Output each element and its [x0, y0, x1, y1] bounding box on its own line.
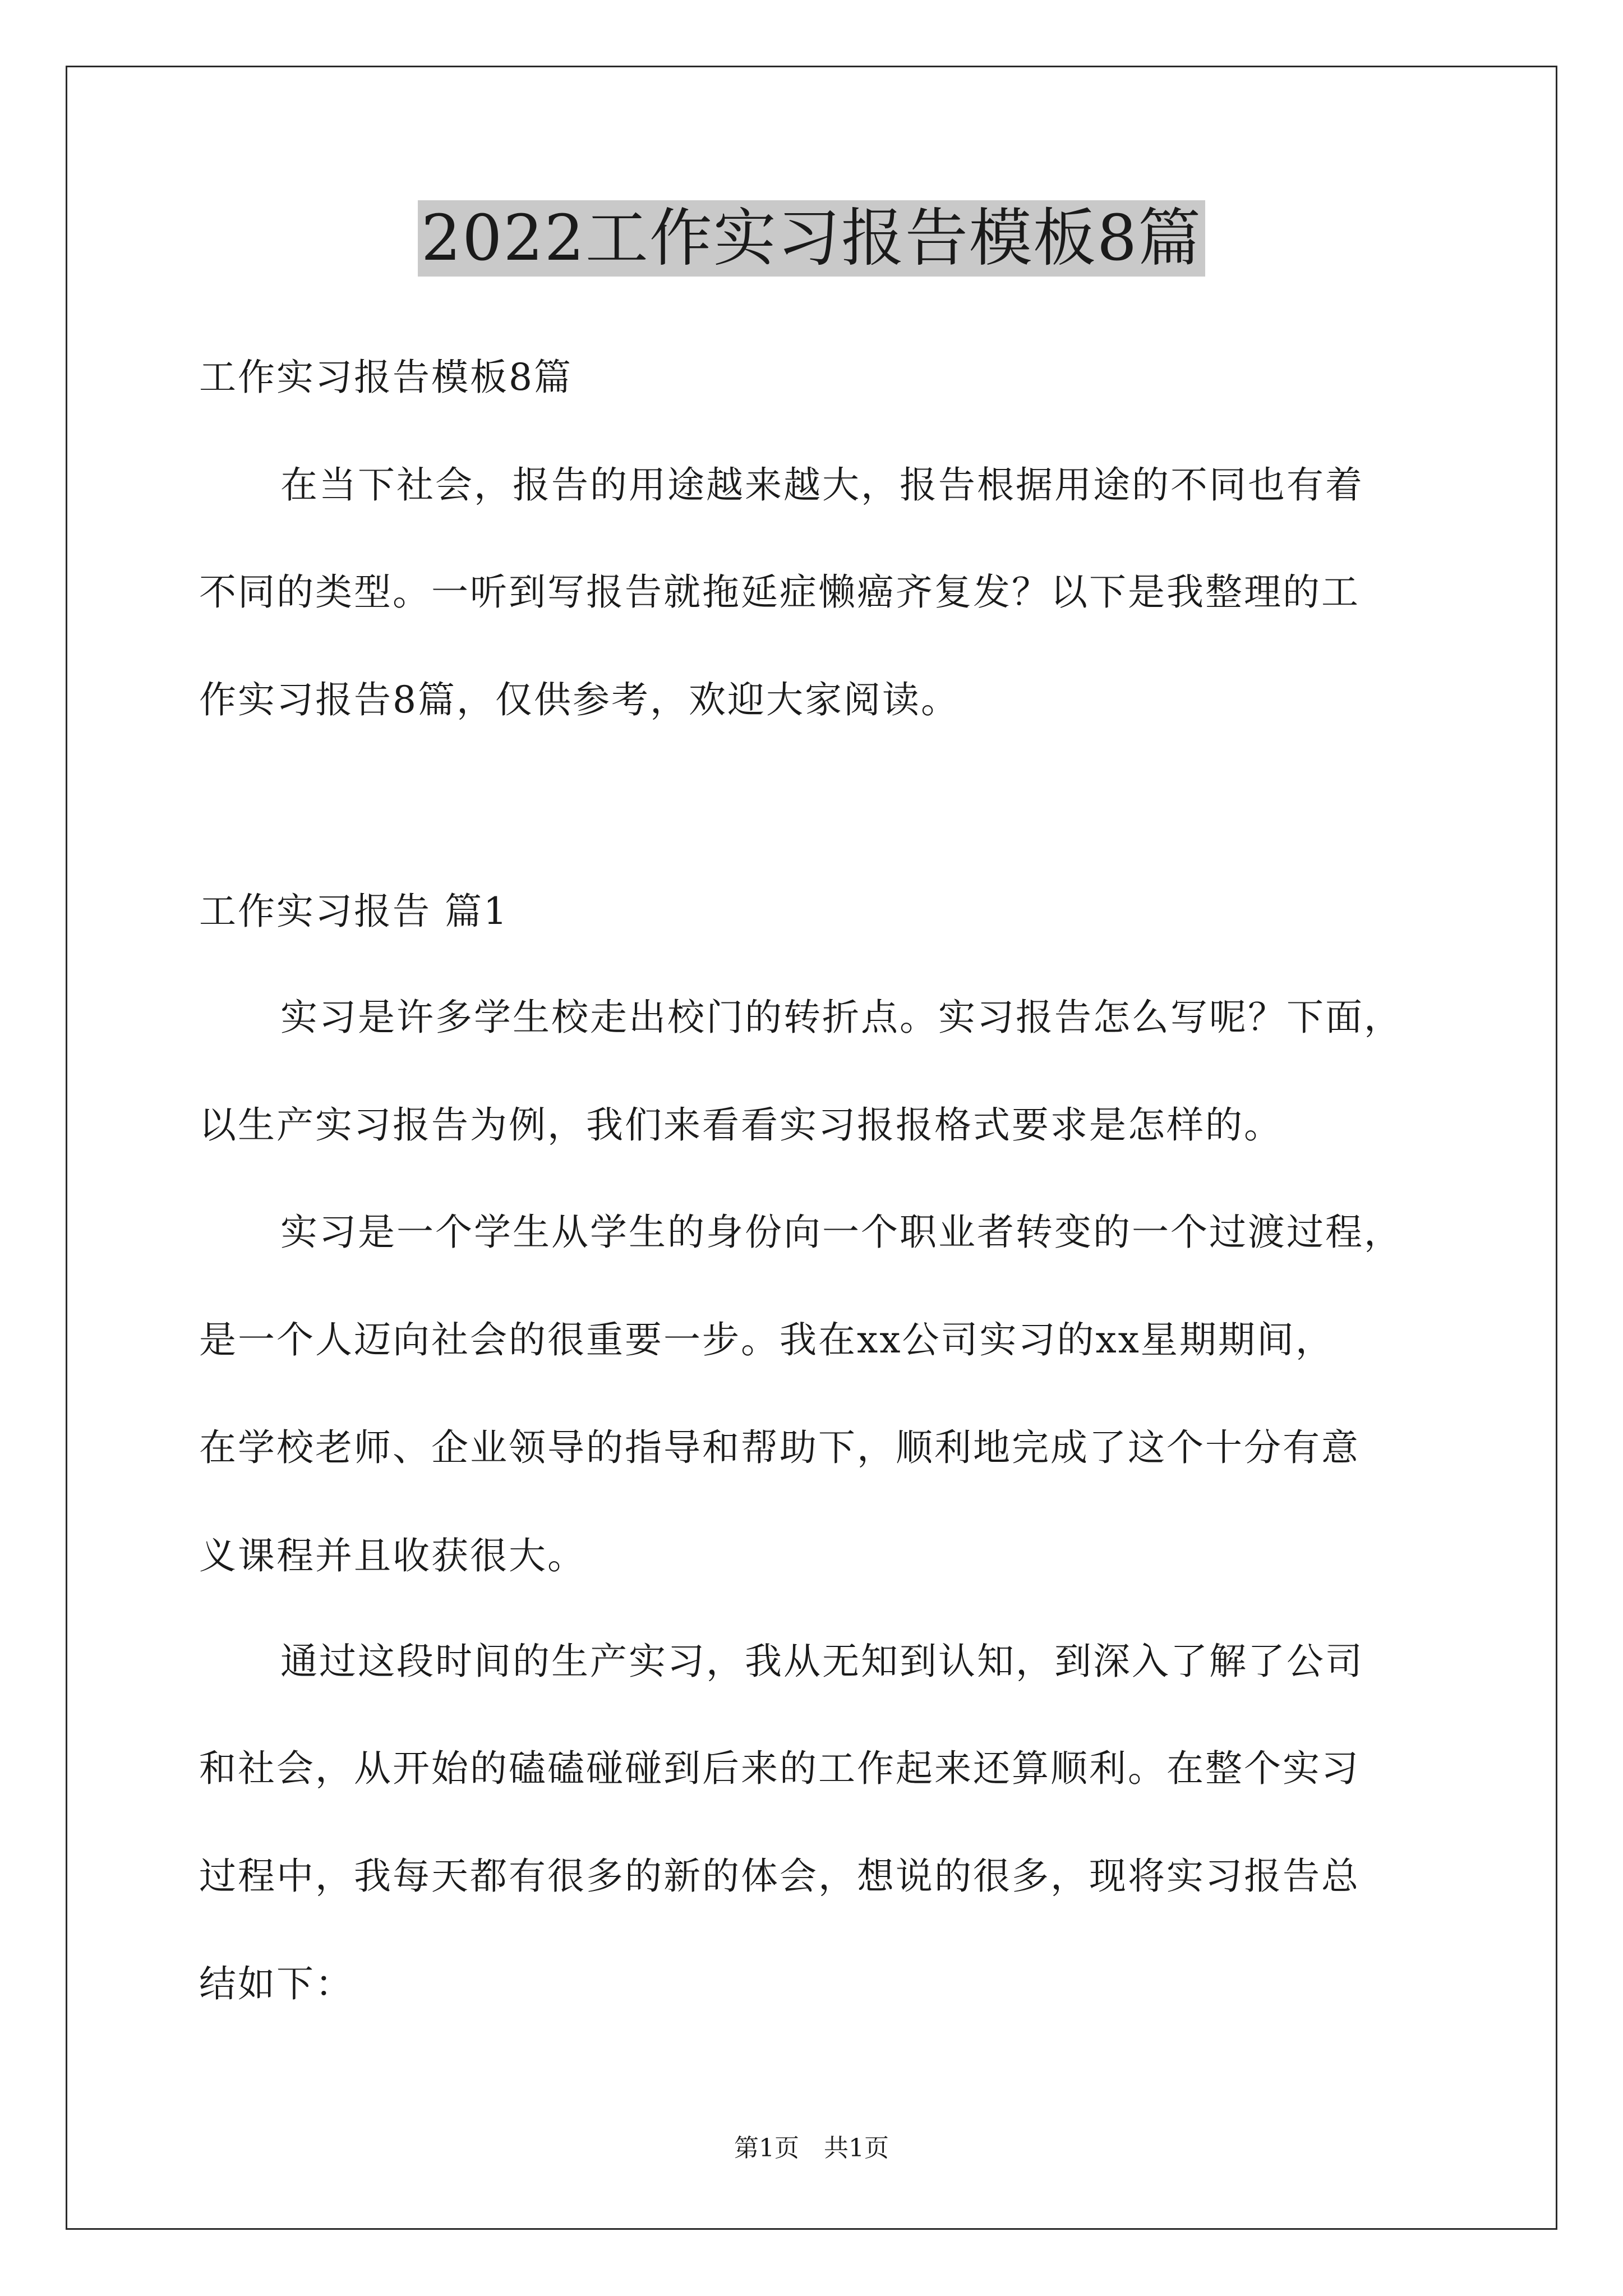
intro-line: 在当下社会，报告的用途越来越大，报告根据用途的不同也有着 — [280, 463, 1364, 507]
document-title: 2022工作实习报告模板8篇 — [418, 200, 1205, 277]
document-subtitle: 工作实习报告模板8篇 — [199, 356, 573, 399]
page-number: 第1页 共1页 — [734, 2134, 889, 2162]
body-line: 通过这段时间的生产实习，我从无知到认知，到深入了解了公司 — [280, 1640, 1364, 1683]
body-line: 实习是一个学生从学生的身份向一个职业者转变的一个过渡过程， — [280, 1211, 1403, 1254]
body-line: 实习是许多学生校走出校门的转折点。实习报告怎么写呢？下面， — [280, 996, 1403, 1039]
body-line: 和社会，从开始的磕磕碰碰到后来的工作起来还算顺利。在整个实习 — [199, 1747, 1360, 1790]
body-line: 以生产实习报告为例，我们来看看实习报报格式要求是怎样的。 — [199, 1103, 1283, 1147]
body-line: 过程中，我每天都有很多的新的体会，想说的很多，现将实习报告总 — [199, 1855, 1360, 1898]
intro-line: 作实习报告8篇，仅供参考，欢迎大家阅读。 — [199, 678, 960, 721]
body-line: 结如下： — [199, 1962, 354, 2005]
title-container — [0, 200, 1623, 277]
section-heading: 工作实习报告 篇1 — [199, 890, 509, 933]
body-line: 在学校老师、企业领导的指导和帮助下，顺利地完成了这个十分有意 — [199, 1426, 1360, 1469]
body-line: 是一个人迈向社会的很重要一步。我在xx公司实习的xx星期期间， — [199, 1318, 1334, 1361]
intro-line: 不同的类型。一听到写报告就拖延症懒癌齐复发？以下是我整理的工 — [199, 570, 1360, 614]
body-line: 义课程并且收获很大。 — [199, 1534, 586, 1577]
